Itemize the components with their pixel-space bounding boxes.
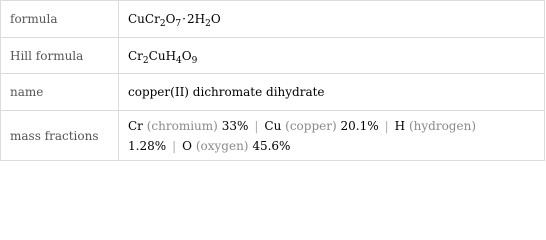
- mass-fraction-item: [128, 119, 248, 133]
- table-row-formula: [1, 1, 545, 38]
- formula-part: O: [165, 12, 176, 26]
- hill-subscript: 4: [176, 55, 182, 66]
- element-percent: 45.6%: [252, 139, 291, 153]
- mass-fractions-label: mass fractions: [1, 111, 119, 161]
- formula-part: O: [210, 12, 221, 26]
- element-percent: 33%: [221, 119, 249, 133]
- element-name: (chromium): [146, 119, 218, 133]
- name-label: name: [1, 74, 119, 111]
- element-name: (hydrogen): [408, 119, 476, 133]
- hill-subscript: 2: [142, 55, 149, 66]
- hill-formula-value: [119, 38, 545, 74]
- name-value: copper(II) dichromate dihydrate: [119, 74, 545, 111]
- element-symbol: Cr: [128, 119, 143, 133]
- hill-part: CuH: [148, 48, 177, 63]
- separator: |: [172, 139, 177, 153]
- formula-hydrate-dot: ·: [182, 12, 186, 26]
- element-percent: 1.28%: [128, 139, 167, 153]
- formula-label: formula: [1, 1, 119, 38]
- hill-formula-label: Hill formula: [1, 38, 119, 74]
- element-symbol: O: [182, 139, 193, 153]
- element-percent: 20.1%: [340, 119, 379, 133]
- element-symbol: Cu: [264, 119, 282, 133]
- formula-subscript: 2: [159, 19, 166, 29]
- formula-subscript: 7: [175, 19, 182, 29]
- separator: |: [384, 119, 389, 133]
- table-row-name: [1, 74, 545, 111]
- hill-subscript: 9: [191, 55, 198, 66]
- formula-value: [119, 1, 545, 38]
- element-name: (oxygen): [195, 139, 249, 153]
- formula-subscript: 2: [205, 19, 211, 29]
- table-row-mass-fractions: [1, 111, 545, 161]
- separator: |: [254, 119, 259, 133]
- hill-part: Cr: [128, 48, 143, 63]
- mass-fraction-item: [182, 139, 290, 153]
- mass-fractions-value: [119, 111, 545, 161]
- formula-part: CuCr: [128, 12, 160, 26]
- element-symbol: H: [394, 119, 406, 133]
- table-row-hill-formula: [1, 38, 545, 74]
- hill-part: O: [181, 48, 192, 63]
- element-name: (copper): [285, 119, 337, 133]
- mass-fraction-item: [264, 119, 378, 133]
- formula-part: 2H: [186, 12, 206, 26]
